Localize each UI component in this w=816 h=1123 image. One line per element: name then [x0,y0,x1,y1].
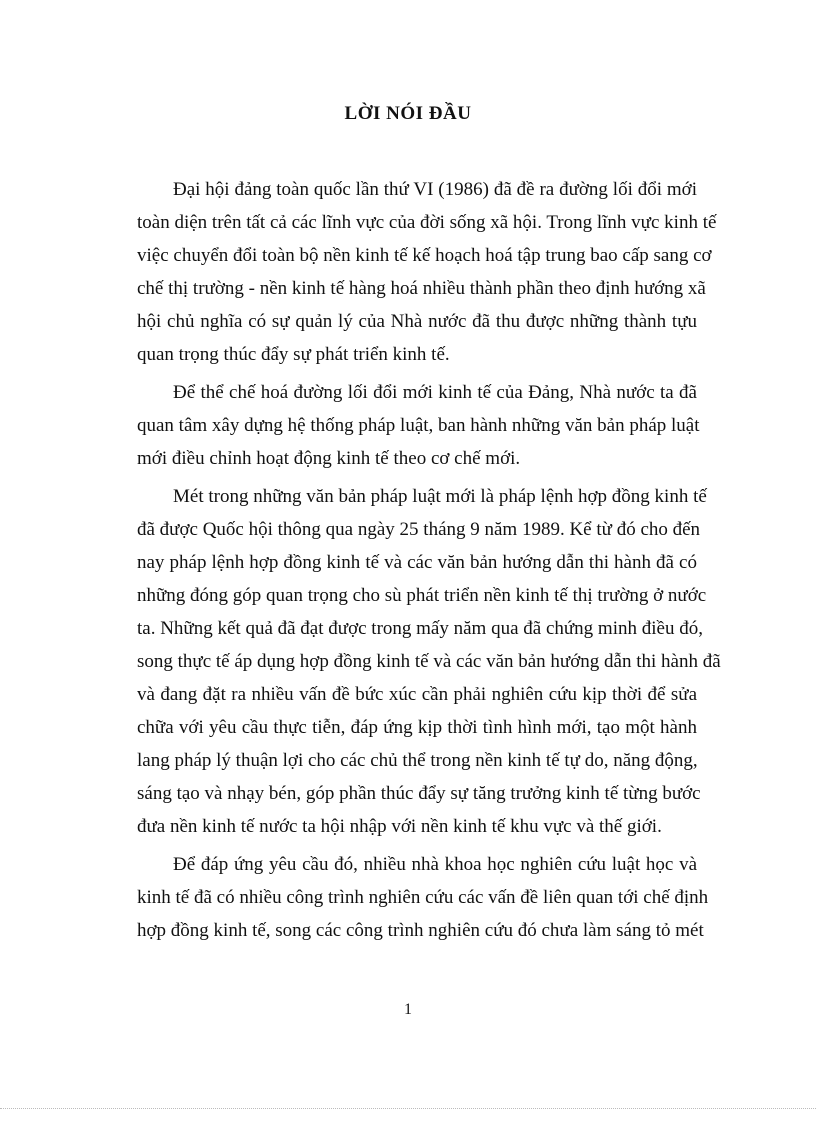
paragraph-line: đã được Quốc hội thông qua ngày 25 tháng 9 năm 1989. Kể từ đó cho đến [137,519,701,540]
paragraph-line: quan tâm xây dựng hệ thống pháp luật, ban hành những văn bản pháp luật [137,415,700,436]
paragraph-line: hội chủ nghĩa có sự quản lý của Nhà nước đã thu được những thành tựu [137,311,697,332]
paragraph-line: song thực tế áp dụng hợp đồng kinh tế và các văn bản hướng dẫn thi hành đã [137,651,721,672]
paragraph-line: đưa nền kinh tế nước ta hội nhập với nền kinh tế khu vực và thế giới. [137,816,662,837]
paragraph-line: kinh tế đã có nhiều công trình nghiên cứu các vấn đề liên quan tới chế định [137,887,709,908]
paragraph-line: lang pháp lý thuận lợi cho các chủ thể trong nền kinh tế tự do, năng động, [137,750,698,771]
paragraph-line: ta. Những kết quả đã đạt được trong mấy năm qua đã chứng minh điều đó, [137,618,703,639]
paragraph-line: chữa với yêu cầu thực tiễn, đáp ứng kịp thời tình hình mới, tạo một hành [137,717,697,738]
paragraph-line: Đại hội đảng toàn quốc lần thứ VI (1986) đã đề ra đường lối đổi mới [173,179,697,200]
paragraph-line: Mét trong những văn bản pháp luật mới là pháp lệnh hợp đồng kinh tế [173,486,707,507]
page-number: 1 [404,1001,412,1018]
paragraph-line: sáng tạo và nhạy bén, góp phần thúc đẩy sự tăng trưởng kinh tế từng bước [137,783,701,804]
paragraph-line: những đóng góp quan trọng cho sù phát triển nền kinh tế thị trường ở nước [137,585,707,606]
paragraph-line: toàn diện trên tất cả các lĩnh vực của đời sống xã hội. Trong lĩnh vực kinh tế [137,212,717,233]
paragraph-line: và đang đặt ra nhiều vấn đề bức xúc cần phải nghiên cứu kịp thời để sửa [137,684,697,705]
paragraph-line: hợp đồng kinh tế, song các công trình nghiên cứu đó chưa làm sáng tỏ mét [137,920,704,941]
paragraph-line: Để thể chế hoá đường lối đổi mới kinh tế của Đảng, Nhà nước ta đã [173,382,697,403]
page-border-dots [0,1108,816,1109]
paragraph-line: quan trọng thúc đẩy sự phát triển kinh tế. [137,344,450,365]
paragraph-line: việc chuyển đổi toàn bộ nền kinh tế kế hoạch hoá tập trung bao cấp sang cơ [137,245,712,266]
paragraph-line: chế thị trường - nền kinh tế hàng hoá nhiều thành phần theo định hướng xã [137,278,706,299]
paragraph-line: Để đáp ứng yêu cầu đó, nhiều nhà khoa học nghiên cứu luật học và [173,854,697,875]
page-title: LỜI NÓI ĐẦU [344,103,472,124]
paragraph-line: nay pháp lệnh hợp đồng kinh tế và các văn bản hướng dẫn thi hành đã có [137,552,697,573]
paragraph-line: mới điều chỉnh hoạt động kinh tế theo cơ chế mới. [137,448,521,469]
